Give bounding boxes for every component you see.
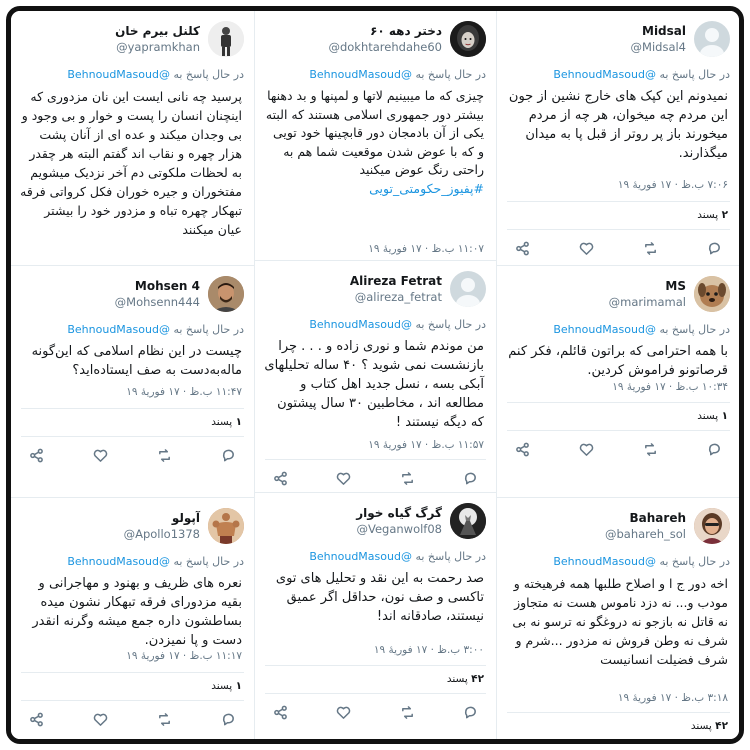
share-icon <box>29 448 44 463</box>
retweet-button[interactable] <box>642 440 660 458</box>
tweet-timestamp[interactable]: ۳:۱۸ ب.ظ · ۱۷ فوریهٔ ۱۹ <box>617 692 728 704</box>
tweet-actions <box>271 703 480 721</box>
avatar[interactable] <box>694 276 730 312</box>
likes-count[interactable]: ۴۲ پسند <box>690 720 728 732</box>
replying-handle-link[interactable]: @BehnoudMasoud <box>309 550 412 563</box>
username[interactable]: @yapramkhan <box>116 40 200 54</box>
like-button[interactable] <box>91 710 109 728</box>
tweet-card[interactable] <box>255 493 496 739</box>
retweet-button[interactable] <box>156 446 174 464</box>
reply-button[interactable] <box>220 710 238 728</box>
replying-to <box>263 550 486 564</box>
tweet-header <box>11 21 254 61</box>
likes-count[interactable]: ۱ پسند <box>211 680 242 692</box>
tweet-timestamp[interactable]: ۱۱:۵۷ ب.ظ · ۱۷ فوریهٔ ۱۹ <box>368 439 484 451</box>
username[interactable]: @alireza_fetrat <box>354 290 442 304</box>
tweet-timestamp[interactable]: ۷:۰۶ ب.ظ · ۱۷ فوریهٔ ۱۹ <box>617 179 728 191</box>
dog-photo-icon <box>694 276 730 312</box>
replying-prefix: در حال پاسخ به <box>173 555 244 568</box>
retweet-icon <box>157 448 172 463</box>
replying-handle-link[interactable]: @BehnoudMasoud <box>67 555 170 568</box>
replying-handle-link[interactable]: @BehnoudMasoud <box>553 555 656 568</box>
tweet-header <box>497 276 740 316</box>
tweet-card[interactable] <box>255 11 496 261</box>
share-button[interactable] <box>27 446 45 464</box>
reply-icon <box>221 712 236 727</box>
tweet-text-content: چیزی که ما میبینیم لاتها و لمپنها و بد دهنها بیشتر دور جمهوری اسلامی هستند که البته یکی از آن بادمجان دور قابچینها خود تویی و که با عوض شدن موقعیت شما هم به راحتی رنگ عوض میکنید <box>265 88 484 177</box>
avatar[interactable] <box>208 21 244 57</box>
display-name[interactable]: Alireza Fetrat <box>349 274 442 288</box>
default-avatar-icon <box>450 271 486 307</box>
soldier-photo-icon <box>208 21 244 57</box>
replying-prefix: در حال پاسخ به <box>415 550 486 563</box>
display-name[interactable]: Mohsen 4 <box>134 279 200 293</box>
replying-handle-link[interactable]: @BehnoudMasoud <box>309 318 412 331</box>
replying-to <box>505 68 730 82</box>
like-button[interactable] <box>577 239 595 257</box>
likes-count[interactable]: ۱ پسند <box>697 410 728 422</box>
share-button[interactable] <box>27 710 45 728</box>
replying-to <box>19 555 244 569</box>
heart-icon <box>579 442 594 457</box>
share-icon <box>29 712 44 727</box>
replying-prefix: در حال پاسخ به <box>659 68 730 81</box>
divider <box>507 229 730 230</box>
share-icon <box>273 471 288 486</box>
heart-icon <box>93 712 108 727</box>
column-left <box>11 11 254 739</box>
column-right <box>497 11 740 739</box>
tweet-text: پرسید چه نانی ایست این نان مزدوری که اینچنان انسان را پست و خوار و بی وجود و بی وجدان میکند و عده ای از آنان پشت هزار چهره و نقاب اند گفتم البته هر چقدر به لحظات ملکوتی دم آخر نزدیک میشویم مفتخوران و جیره خوران فکل کرواتی فرقه تبهکار چهره تباه و مزدور خود را بیشتر عیان میکنند <box>20 89 242 237</box>
replying-to <box>505 555 730 569</box>
tweet-card[interactable] <box>11 498 254 739</box>
heart-icon <box>579 241 594 256</box>
avatar[interactable] <box>450 271 486 307</box>
replying-prefix: در حال پاسخ به <box>173 323 244 336</box>
heart-icon <box>336 705 351 720</box>
reply-icon <box>707 442 722 457</box>
tweet-header <box>11 276 254 316</box>
avatar[interactable] <box>208 508 244 544</box>
retweet-button[interactable] <box>398 469 416 487</box>
display-name[interactable]: دختر دهه ۶۰ <box>370 24 442 38</box>
display-name[interactable]: گرگ گیاه خوار <box>356 506 442 520</box>
tweet-timestamp[interactable]: ۱۱:۰۷ ب.ظ · ۱۷ فوریهٔ ۱۹ <box>368 243 484 255</box>
reply-icon <box>221 448 236 463</box>
tweet-card[interactable] <box>497 266 740 498</box>
share-button[interactable] <box>513 440 531 458</box>
replying-handle-link[interactable]: @BehnoudMasoud <box>553 323 656 336</box>
reply-button[interactable] <box>462 469 480 487</box>
tweet-actions <box>271 469 480 487</box>
replying-to <box>19 68 244 82</box>
tweet-timestamp[interactable]: ۱۰:۳۴ ب.ظ · ۱۷ فوریهٔ ۱۹ <box>612 381 728 393</box>
share-button[interactable] <box>513 239 531 257</box>
reply-icon <box>463 471 478 486</box>
tweet-actions <box>27 710 238 728</box>
likes-count[interactable]: ۲ پسند <box>697 209 728 221</box>
divider <box>265 459 486 460</box>
tweet-card[interactable] <box>11 266 254 498</box>
replying-handle-link[interactable]: @BehnoudMasoud <box>67 68 170 81</box>
divider <box>21 700 244 701</box>
screenshot-frame <box>6 6 744 744</box>
tweet-header <box>497 21 740 61</box>
username[interactable]: @Veganwolf08 <box>356 522 442 536</box>
tweet-card[interactable] <box>11 11 254 266</box>
tweet-card[interactable] <box>497 11 740 266</box>
retweet-icon <box>157 712 172 727</box>
tweet-text <box>263 87 484 198</box>
tweet-card[interactable] <box>255 261 496 493</box>
display-name[interactable]: کلنل بیرم خان <box>115 24 200 38</box>
woman-portrait-icon <box>450 21 486 57</box>
username[interactable]: @Midsal4 <box>630 40 686 54</box>
reply-icon <box>707 241 722 256</box>
retweet-icon <box>643 241 658 256</box>
divider <box>265 665 486 666</box>
hashtag-link[interactable]: #پفیوز_حکومتی_تویی <box>369 180 484 196</box>
tweet-header <box>497 508 740 548</box>
replying-prefix: در حال پاسخ به <box>659 555 730 568</box>
avatar[interactable] <box>694 508 730 544</box>
display-name[interactable]: آپولو <box>171 511 200 525</box>
likes-count[interactable]: ۴۲ پسند <box>446 673 484 685</box>
woman-photo-icon <box>694 508 730 544</box>
username[interactable]: @Apollo1378 <box>123 527 200 541</box>
username[interactable]: @bahareh_sol <box>605 527 686 541</box>
likes-count[interactable]: ۱ پسند <box>211 416 242 428</box>
tweet-header <box>11 508 254 548</box>
replying-to <box>263 318 486 332</box>
replying-prefix: در حال پاسخ به <box>415 68 486 81</box>
tweet-timestamp[interactable]: ۳:۰۰ ب.ظ · ۱۷ فوریهٔ ۱۹ <box>373 644 484 656</box>
replying-to <box>19 323 244 337</box>
divider <box>507 402 730 403</box>
username[interactable]: @Mohsenn444 <box>114 295 200 309</box>
tweet-card[interactable] <box>497 498 740 739</box>
like-button[interactable] <box>91 446 109 464</box>
avatar[interactable] <box>450 503 486 539</box>
tweet-header <box>255 21 496 61</box>
replying-prefix: در حال پاسخ به <box>173 68 244 81</box>
replying-prefix: در حال پاسخ به <box>415 318 486 331</box>
retweet-button[interactable] <box>398 703 416 721</box>
display-name[interactable]: MS <box>665 279 686 293</box>
tweet-text: من موندم شما و نوری زاده و . . . چرا بازنشست نمی شوید ؟ ۴۰ ساله تحلیلهای آبکی بسه ، نسل جدید اهل کتاب و مطالعه اند ، مخاطبین ۳۰ سال پیشتون که دیگه نیستند ! <box>264 339 484 430</box>
tweet-timestamp[interactable]: ۱۱:۴۷ ب.ظ · ۱۷ فوریهٔ ۱۹ <box>126 386 242 398</box>
tweet-text: چیست در این نظام اسلامی که این‌گونه ماله‌به‌دست به صف ایستاده‌اید؟ <box>31 344 242 378</box>
share-icon <box>515 241 530 256</box>
display-name[interactable]: Midsal <box>642 24 686 38</box>
column-middle <box>254 11 497 739</box>
heart-icon <box>336 471 351 486</box>
wolf-photo-icon <box>450 503 486 539</box>
default-avatar-icon <box>694 21 730 57</box>
divider <box>21 436 244 437</box>
reply-icon <box>463 705 478 720</box>
bodybuilder-photo-icon <box>208 508 244 544</box>
tweet-actions <box>513 239 724 257</box>
divider <box>265 693 486 694</box>
replying-to <box>263 68 486 82</box>
reply-button[interactable] <box>462 703 480 721</box>
heart-icon <box>93 448 108 463</box>
tweet-timestamp[interactable]: ۱۱:۱۷ ب.ظ · ۱۷ فوریهٔ ۱۹ <box>126 650 242 662</box>
replying-prefix: در حال پاسخ به <box>659 323 730 336</box>
tweet-text: صد رحمت به این نقد و تحلیل های توی تاکسی و صف نون، حداقل اگر عمیق نیستند، صادقانه اند! <box>275 571 484 624</box>
username[interactable]: @marimamal <box>608 295 686 309</box>
reply-button[interactable] <box>706 239 724 257</box>
username[interactable]: @dokhtarehdahe60 <box>328 40 442 54</box>
replying-handle-link[interactable]: @BehnoudMasoud <box>309 68 412 81</box>
divider <box>507 712 730 713</box>
tweet-text: اخه دور ج ا و اصلاح طلبها همه فرهیخته و مودب و... نه دزد ناموس هست نه متجاوز نه قاتل نه بازجو نه دروغگو نه ترسو نه بی شرف نه وطن فروش نه مزدور ...شرم و شرف فضیلت انسانیست <box>512 576 728 667</box>
tweet-header <box>255 271 496 311</box>
reply-button[interactable] <box>706 440 724 458</box>
like-button[interactable] <box>577 440 595 458</box>
tweet-text: نعره های ظریف و بهنود و مهاجرانی و بقیه مزدورای فرقه تبهکار نشون میده بساطشون داره جمع میشه وگرنه انقدر دست و پا نمیزدن. <box>32 576 242 648</box>
retweet-icon <box>400 705 415 720</box>
avatar[interactable] <box>208 276 244 312</box>
tweet-text: نمیدونم این کپک های خارج نشین از جون این مردم چه میخوان، هر چه از مردم میخورند باز پر روتر از قبل پا به میدان میگذارند. <box>508 89 728 161</box>
retweet-icon <box>400 471 415 486</box>
share-icon <box>273 705 288 720</box>
reply-button[interactable] <box>220 446 238 464</box>
divider <box>507 430 730 431</box>
retweet-button[interactable] <box>156 710 174 728</box>
display-name[interactable]: Bahareh <box>629 511 686 525</box>
tweet-text: با همه احترامی که براتون قائلم، فکر کنم قرصاتونو فراموش کردین. <box>508 344 728 378</box>
retweet-icon <box>643 442 658 457</box>
divider <box>21 408 244 409</box>
tweet-actions <box>27 446 238 464</box>
divider <box>507 201 730 202</box>
divider <box>21 672 244 673</box>
like-button[interactable] <box>335 469 353 487</box>
avatar[interactable] <box>694 21 730 57</box>
share-button[interactable] <box>271 703 289 721</box>
tweet-actions <box>513 440 724 458</box>
replying-handle-link[interactable]: @BehnoudMasoud <box>553 68 656 81</box>
like-button[interactable] <box>335 703 353 721</box>
retweet-button[interactable] <box>642 239 660 257</box>
replying-to <box>505 323 730 337</box>
replying-handle-link[interactable]: @BehnoudMasoud <box>67 323 170 336</box>
share-button[interactable] <box>271 469 289 487</box>
avatar[interactable] <box>450 21 486 57</box>
tweet-header <box>255 503 496 543</box>
share-icon <box>515 442 530 457</box>
man-photo-icon <box>208 276 244 312</box>
